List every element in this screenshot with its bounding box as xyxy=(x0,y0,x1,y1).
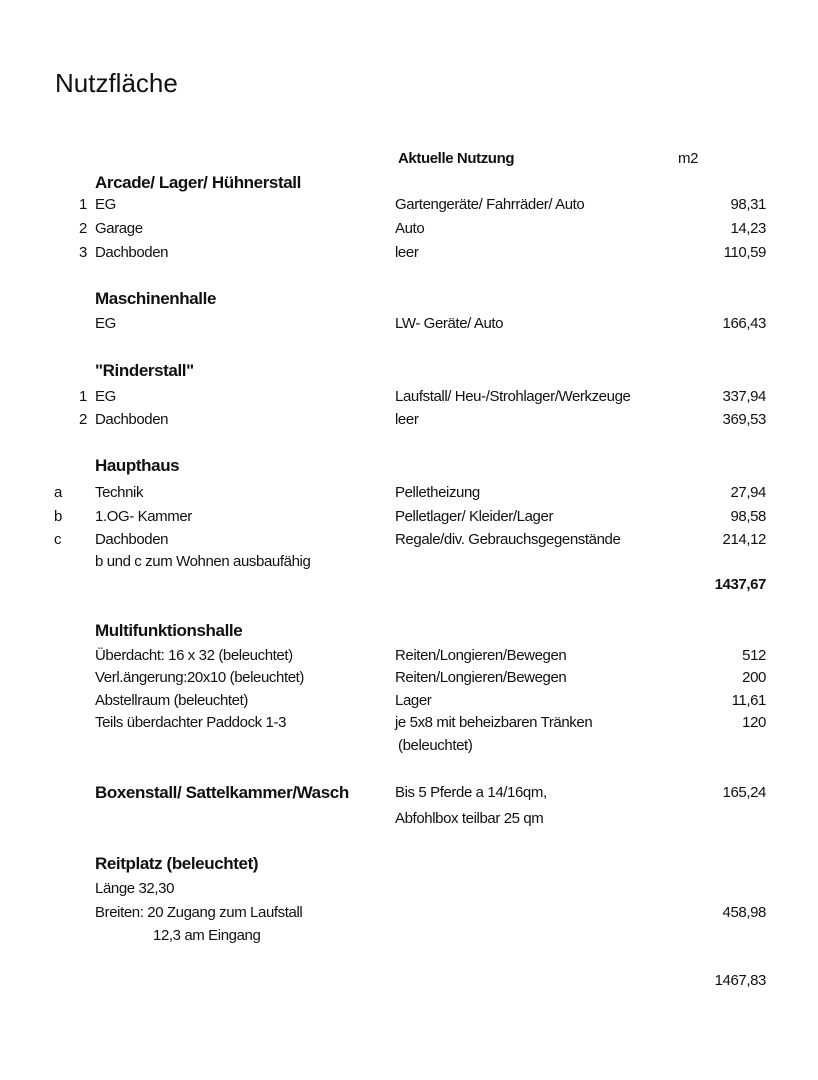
unit-column-header: m2 xyxy=(678,150,699,167)
page-title: Nutzfläche xyxy=(55,68,178,98)
table-row: Länge 32,30 xyxy=(95,880,175,897)
table-row: 1 EG Gartengeräte/ Fahrräder/ Auto 98,31 xyxy=(79,196,766,213)
table-row: 2 Garage Auto 14,23 xyxy=(79,220,766,237)
section-heading-haupthaus: Haupthaus xyxy=(95,456,180,475)
subtotal-row: 1437,67 xyxy=(714,576,766,593)
table-row: 12,3 am Eingang xyxy=(153,927,261,944)
table-row: Verl.ängerung:20x10 (beleuchtet) Reiten/Longieren/Bewegen 200 xyxy=(95,669,766,686)
table-row: Abstellraum (beleuchtet) Lager 11,61 xyxy=(95,692,766,709)
table-row: a Technik Pelletheizung 27,94 xyxy=(54,484,766,501)
table-row: 1 EG Laufstall/ Heu-/Strohlager/Werkzeuge 337,94 xyxy=(79,388,766,405)
table-row: Überdacht: 16 x 32 (beleuchtet) Reiten/Longieren/Bewegen 512 xyxy=(95,647,766,664)
section-heading-rinderstall: "Rinderstall" xyxy=(95,361,194,380)
total-row: 1467,83 xyxy=(714,972,766,989)
table-row: b 1.OG- Kammer Pelletlager/ Kleider/Lager 98,58 xyxy=(54,508,766,525)
table-row-continuation: (beleuchtet) xyxy=(398,737,473,754)
note: b und c zum Wohnen ausbaufähig xyxy=(95,553,311,570)
column-header-row xyxy=(0,148,818,170)
table-row-continuation: Abfohlbox teilbar 25 qm xyxy=(395,810,544,827)
table-row: c Dachboden Regale/div. Gebrauchsgegenstände 214,12 xyxy=(54,531,766,548)
section-heading-multifunktionshalle: Multifunktionshalle xyxy=(95,621,243,640)
section-row-boxenstall: Boxenstall/ Sattelkammer/Wasch Bis 5 Pferde a 14/16qm, 165,24 xyxy=(95,783,766,802)
table-row: EG LW- Geräte/ Auto 166,43 xyxy=(95,315,766,332)
section-heading-reitplatz: Reitplatz (beleuchtet) xyxy=(95,854,259,873)
table-row: Breiten: 20 Zugang zum Laufstall 458,98 xyxy=(95,904,766,921)
table-row: 3 Dachboden leer 110,59 xyxy=(79,244,766,261)
table-row: 2 Dachboden leer 369,53 xyxy=(79,411,766,428)
usage-column-header: Aktuelle Nutzung xyxy=(398,150,515,167)
section-heading-arcade: Arcade/ Lager/ Hühnerstall xyxy=(95,173,301,192)
section-heading-maschinenhalle: Maschinenhalle xyxy=(95,289,216,308)
table-row: Teils überdachter Paddock 1-3 je 5x8 mit beheizbaren Tränken 120 xyxy=(95,714,766,731)
